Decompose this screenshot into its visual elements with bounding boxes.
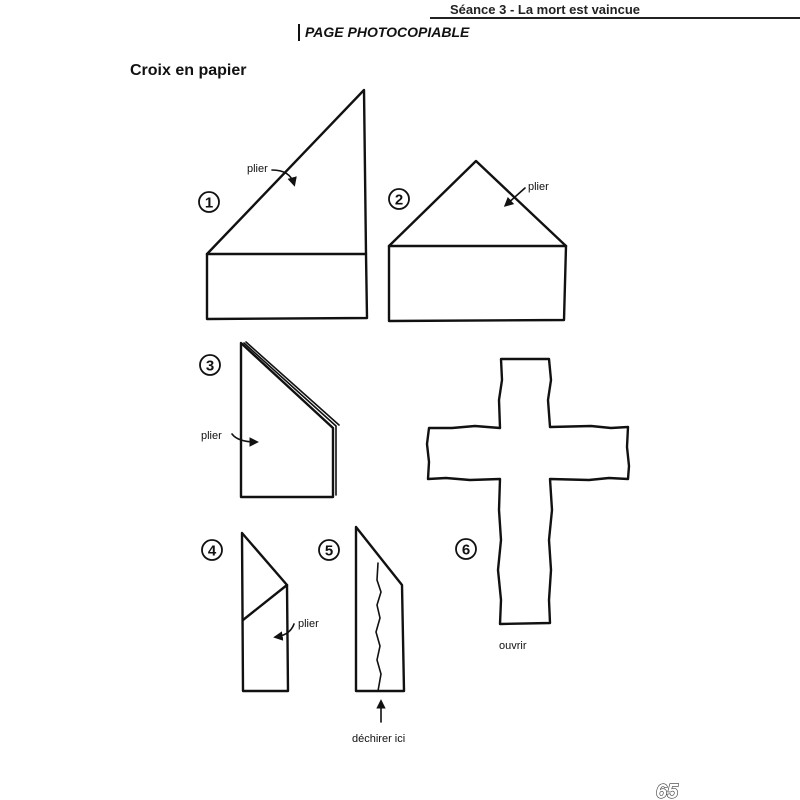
step-2-label: plier <box>528 181 549 193</box>
step-3-number-circle <box>200 355 220 375</box>
step-6-label: ouvrir <box>499 640 527 652</box>
step-2 <box>389 161 566 321</box>
step-5-folded-shape <box>356 527 404 691</box>
page-number: 65 <box>655 781 679 800</box>
step-2-number-circle <box>389 189 409 209</box>
photocopy-label: PAGE PHOTOCOPIABLE <box>298 24 469 41</box>
step-1-number: 1 <box>204 194 214 212</box>
step-4-number: 4 <box>207 542 217 560</box>
step-1 <box>199 90 367 319</box>
step-6-number: 6 <box>461 541 471 559</box>
step-4-fold-line <box>243 585 287 620</box>
paper-cross <box>427 359 629 624</box>
step-1-paper-base <box>207 254 367 319</box>
step-1-folded-triangle <box>204 90 366 254</box>
step-2-number: 2 <box>394 191 404 209</box>
step-3-fold-arrow <box>232 434 256 442</box>
step-2-folded-triangle <box>389 161 566 246</box>
step-5-label: déchirer ici <box>352 733 406 745</box>
step-3-number: 3 <box>205 357 215 375</box>
step-3-label: plier <box>201 430 222 442</box>
step-4 <box>202 533 319 691</box>
section-title: Croix en papier <box>130 62 247 79</box>
step-1-number-circle <box>199 192 219 212</box>
step-2-paper-base <box>389 246 566 321</box>
step-3-fold-edge-2 <box>246 342 339 425</box>
step-5-number: 5 <box>324 542 334 560</box>
step-4-number-circle <box>202 540 222 560</box>
step-5 <box>319 527 405 745</box>
step-3 <box>200 342 339 497</box>
step-6-number-circle <box>456 539 476 559</box>
step-5-number-circle <box>319 540 339 560</box>
step-4-fold-arrow <box>276 624 294 637</box>
step-3-folded-shape <box>241 343 333 497</box>
session-title: Séance 3 - La mort est vaincue <box>449 2 640 17</box>
step-6 <box>427 359 629 652</box>
step-4-folded-shape <box>242 533 288 691</box>
step-4-label: plier <box>298 618 319 630</box>
step-5-tear-line <box>376 563 381 691</box>
step-1-label: plier <box>247 163 268 175</box>
